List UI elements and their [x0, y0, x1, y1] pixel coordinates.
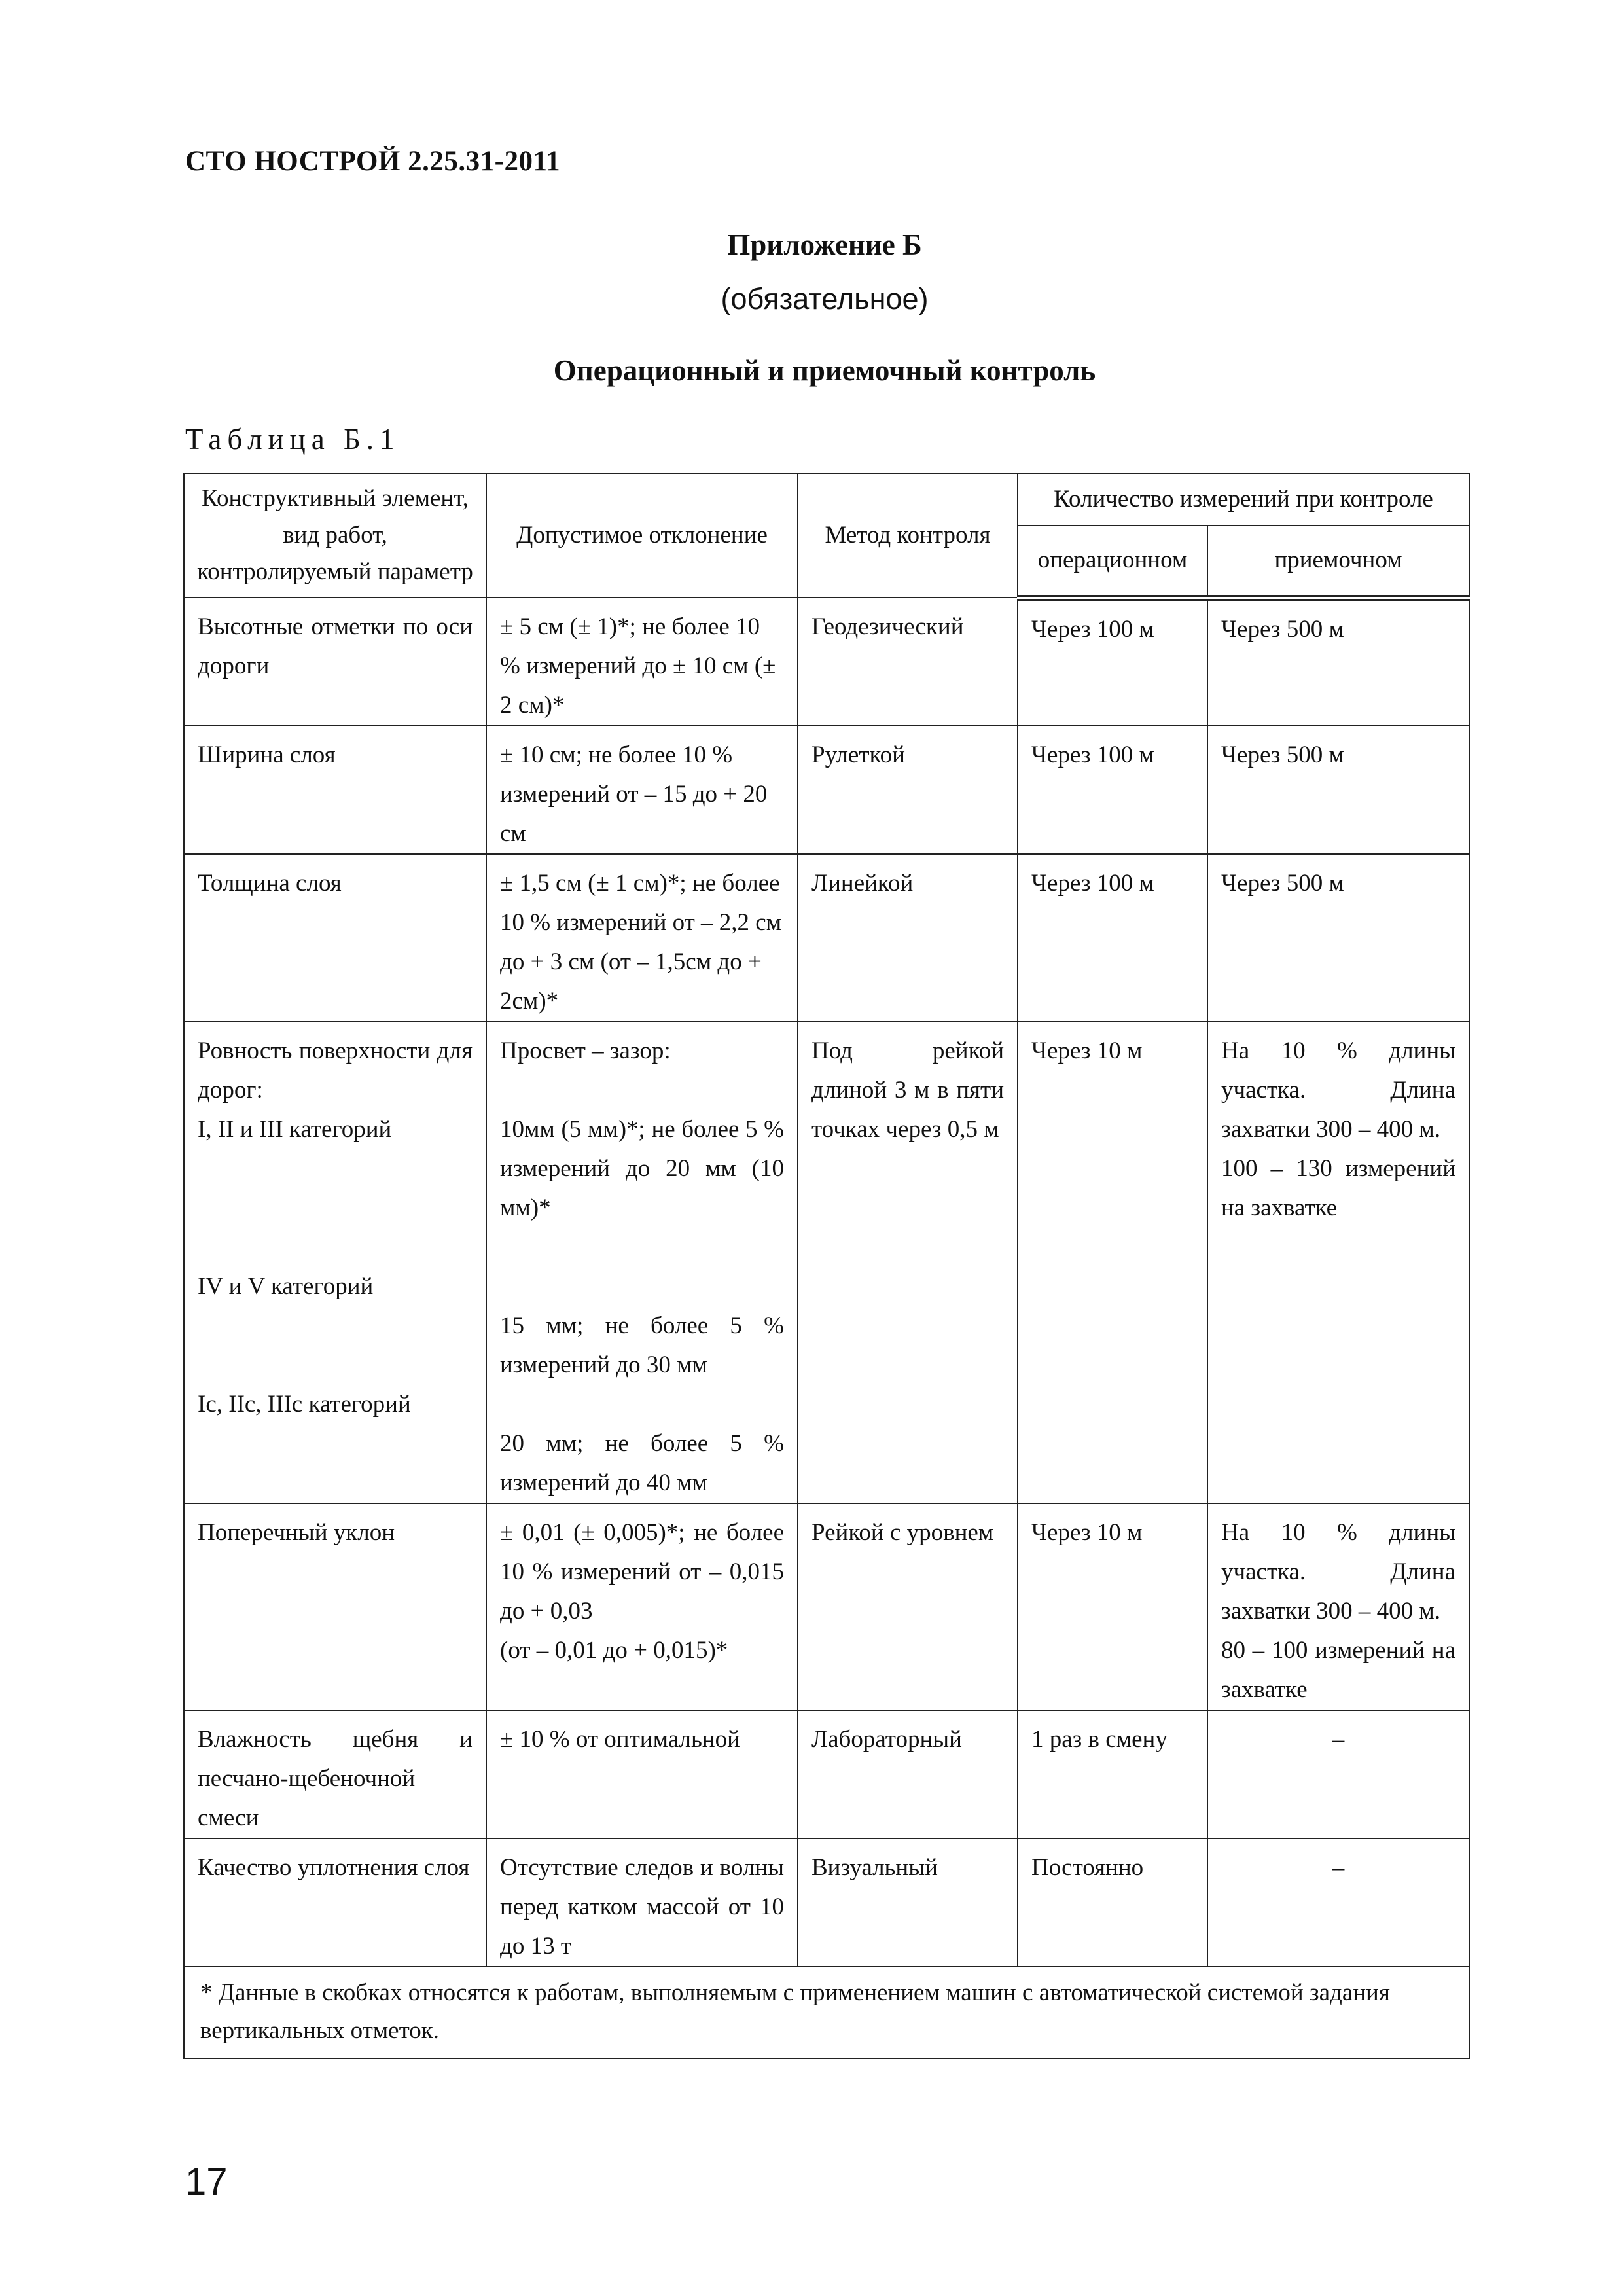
category-c: Ic, IIc, IIIc категорий: [198, 1391, 411, 1418]
table-row: [184, 854, 1469, 1022]
cell-operational: Через 10 м: [1018, 1022, 1207, 1503]
cell-operational: Через 100 м: [1018, 726, 1207, 854]
cell-method: Рулеткой: [798, 726, 1018, 854]
table-row: [184, 1503, 1469, 1710]
acceptance-scope: На 10 % длины участка. Длина захватки 300 – 400 м.: [1221, 1519, 1456, 1624]
cell-element: Поперечный уклон: [184, 1503, 486, 1710]
cell-deviation: ± 10 % от оптимальной: [486, 1710, 798, 1839]
cell-method: Рейкой с уровнем: [798, 1503, 1018, 1710]
cell-method: Под рейкой длиной 3 м в пяти точках через 0,5 м: [798, 1022, 1018, 1503]
cell-element: [184, 1022, 486, 1503]
cell-deviation: Отсутствие следов и волны перед катком массой от 10 до 13 т: [486, 1839, 798, 1967]
table-row: [184, 1839, 1469, 1967]
footnote-row: [184, 1967, 1469, 2058]
page-number: 17: [185, 2161, 228, 2203]
table-row: [184, 726, 1469, 854]
cell-element: Качество уплотнения слоя: [184, 1839, 486, 1967]
acceptance-count: 80 – 100 измерений на захватке: [1221, 1637, 1456, 1703]
cell-element: Влажность щебня и песчано-щебеночной смеси: [184, 1710, 486, 1839]
table-label: Таблица Б.1: [185, 423, 401, 456]
appendix-status: (обязательное): [721, 282, 929, 315]
cell-deviation: [486, 1503, 798, 1710]
acceptance-scope: На 10 % длины участка. Длина захватки 300 – 400 м.: [1221, 1037, 1456, 1143]
cell-deviation: [486, 1022, 798, 1503]
cell-acceptance: [1207, 1503, 1469, 1710]
header-method: Метод контроля: [798, 473, 1018, 598]
evenness-heading: Ровность поверхности для дорог:: [198, 1037, 473, 1103]
cell-operational: Через 10 м: [1018, 1503, 1207, 1710]
acceptance-count: 100 – 130 измерений на захватке: [1221, 1155, 1456, 1221]
cell-method: Лабораторный: [798, 1710, 1018, 1839]
category-4-5: IV и V категорий: [198, 1273, 374, 1300]
header-operational: операционном: [1018, 526, 1207, 598]
table-header-row: [184, 473, 1469, 526]
deviation-1-3: 10мм (5 мм)*; не более 5 % измерений до 20 мм (10 мм)*: [500, 1116, 784, 1221]
deviation-4-5: 15 мм; не более 5 % измерений до 30 мм: [500, 1312, 784, 1378]
cell-acceptance: –: [1207, 1710, 1469, 1839]
appendix-title: Приложение Б: [727, 228, 922, 261]
cell-operational: 1 раз в смену: [1018, 1710, 1207, 1839]
header-acceptance: приемочном: [1207, 526, 1469, 598]
cell-element: Толщина слоя: [184, 854, 486, 1022]
cell-acceptance: [1207, 1022, 1469, 1503]
cell-operational: Через 100 м: [1018, 598, 1207, 726]
cell-method: Геодезический: [798, 598, 1018, 726]
table-row: [184, 598, 1469, 726]
cell-operational: Через 100 м: [1018, 854, 1207, 1022]
cell-deviation: ± 10 см; не более 10 % измерений от – 15 до + 20 см: [486, 726, 798, 854]
table-footnote: * Данные в скобках относятся к работам, выполняемым с применением машин с автоматической системой задания вертикальных отметок.: [184, 1967, 1469, 2058]
cell-deviation: ± 1,5 см (± 1 см)*; не более 10 % измерений от – 2,2 см до + 3 см (от – 1,5см до + 2см)*: [486, 854, 798, 1022]
cell-method: Визуальный: [798, 1839, 1018, 1967]
slope-deviation-auto: (от – 0,01 до + 0,015)*: [500, 1637, 728, 1664]
deviation-gap: Просвет – зазор:: [500, 1037, 671, 1064]
slope-deviation: ± 0,01 (± 0,005)*; не более 10 % измерений от – 0,015 до + 0,03: [500, 1519, 784, 1624]
table-row: [184, 1710, 1469, 1839]
deviation-c: 20 мм; не более 5 % измерений до 40 мм: [500, 1430, 784, 1496]
cell-acceptance: Через 500 м: [1207, 598, 1469, 726]
header-element: Конструктивный элемент, вид работ, контролируемый параметр: [184, 473, 486, 598]
cell-acceptance: –: [1207, 1839, 1469, 1967]
document-code: СТО НОСТРОЙ 2.25.31-2011: [185, 146, 561, 177]
table-row: [184, 1022, 1469, 1503]
cell-acceptance: Через 500 м: [1207, 854, 1469, 1022]
cell-element: Ширина слоя: [184, 726, 486, 854]
cell-method: Линейкой: [798, 854, 1018, 1022]
header-deviation: Допустимое отклонение: [486, 473, 798, 598]
cell-element: Высотные отметки по оси дороги: [184, 598, 486, 726]
header-count: Количество измерений при контроле: [1018, 473, 1469, 526]
cell-operational: Постоянно: [1018, 1839, 1207, 1967]
category-1-3: I, II и III категорий: [198, 1116, 392, 1143]
section-title: Операционный и приемочный контроль: [553, 354, 1096, 387]
control-table: [183, 473, 1470, 2059]
cell-deviation: ± 5 см (± 1)*; не более 10 % измерений до ± 10 см (± 2 см)*: [486, 598, 798, 726]
cell-acceptance: Через 500 м: [1207, 726, 1469, 854]
